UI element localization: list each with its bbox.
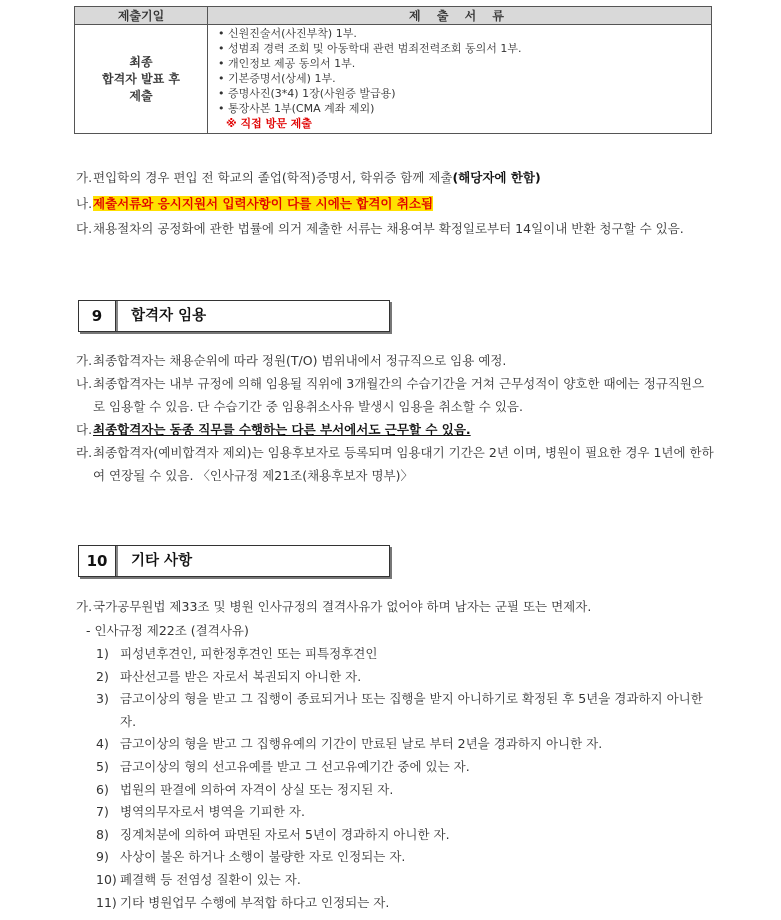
list-marker: 9) [96,849,109,865]
list-item [96,756,716,779]
timing-line: 합격자 발표 후 [102,71,180,86]
list-text: 피성년후견인, 피한정후견인 또는 피특정후견인 [120,646,378,661]
timing-line: 제출 [129,88,153,103]
list-marker: 4) [96,736,109,752]
list-marker: 5) [96,758,109,774]
note-na-highlight: 제출서류와 응시지원서 입력사항이 다를 시에는 합격이 취소됨 [93,196,434,211]
item-text: 최종합격자는 내부 규정에 의해 임용될 직위에 3개월간의 수습기간을 거쳐 근무성적이 양호한 때에는 정규직원으로 임용할 수 있음. 단 수습기간 중 임용취소사유 발생시 임용을 취소할 수 있음. [93,376,705,414]
section-10-header [78,545,390,577]
section-10-intro [76,596,716,618]
list-marker: 11) [96,894,117,910]
submission-timing-cell [75,25,208,134]
item-text: 최종합격자(예비합격자 제외)는 임용후보자로 등록되며 임용대기 기간은 2년 이며, 병원이 필요한 경우 1년에 한하여 연장될 수 있음. 〈인사규정 제21조(채용후보자 명부)〉 [93,445,714,483]
list-marker: 3) [96,691,109,707]
list-text: 파산선고를 받은 자로서 복권되지 아니한 자. [120,668,362,684]
item-marker: 가. [76,599,93,614]
list-item [96,733,716,756]
document-item: • 개인정보 제공 동의서 1부. [218,57,356,70]
note-na [76,193,716,215]
item-marker: 나. [76,376,93,391]
item-text-underlined: 최종합격자는 동종 직무를 수행하는 다른 부서에서도 근무할 수 있음. [93,422,471,437]
section-title: 기타 사항 [131,553,193,569]
header-submission-date: 제출기일 [75,7,208,25]
item-marker: 다. [76,422,93,437]
list-marker: 2) [96,668,109,684]
intro-item [76,596,716,618]
list-marker: 10) [96,871,117,887]
note-marker: 다. [76,221,93,236]
list-item [96,801,716,824]
document-item: • 신원진술서(사진부착) 1부. [218,27,357,40]
note-ga [76,167,716,189]
document-item: • 성범죄 경력 조회 및 아동학대 관련 범죄전력조회 동의서 1부. [218,42,522,55]
document-item: • 기본증명서(상세) 1부. [218,72,336,85]
note-ga-bold: (해당자에 한함) [452,170,541,185]
list-text: 폐결핵 등 전염성 질환이 있는 자. [120,871,301,887]
item-marker: 가. [76,353,93,368]
list-marker: 7) [96,804,109,820]
note-ga-text: 편입학의 경우 편입 전 학교의 졸업(학적)증명서, 학위증 함께 제출 [93,170,453,185]
notes-top [76,167,716,240]
list-item [96,779,716,802]
note-marker: 나. [76,196,93,211]
item-na [76,372,716,418]
item-marker: 라. [76,445,93,460]
list-item [96,869,716,892]
section-9-header [78,300,390,332]
document-item: • 증명사진(3*4) 1장(사원증 발급용) [218,87,396,100]
item-da [76,418,716,441]
list-text: 금고이상의 형의 선고유예를 받고 그 선고유예기간 중에 있는 자. [120,758,470,774]
note-da-text: 채용절차의 공정화에 관한 법률에 의거 제출한 서류는 채용여부 확정일로부터 14일이내 반환 청구할 수 있음. [93,221,684,236]
list-item [96,666,716,689]
intro-text: 국가공무원법 제33조 및 병원 인사규정의 결격사유가 없어야 하며 남자는 군필 또는 면제자. [93,599,592,614]
section-9-body [76,349,716,487]
note-da [76,218,716,240]
section-title: 합격자 임용 [131,308,207,324]
list-text: 사상이 불온 하거나 소행이 불량한 자로 인정되는 자. [120,849,406,865]
item-text: 최종합격자는 채용순위에 따라 정원(T/O) 범위내에서 정규직으로 임용 예정. [93,353,507,368]
list-item [96,643,716,666]
header-submission-docs: 제 출 서 류 [208,7,712,25]
list-marker: 6) [96,781,109,797]
sub-heading: - 인사규정 제22조 (결격사유) [86,623,249,638]
section-number: 10 [79,546,116,576]
list-text: 병역의무자로서 병역을 기피한 자. [120,804,305,820]
list-item [96,688,716,733]
list-text: 법원의 판결에 의하여 자격이 상실 또는 정지된 자. [120,781,394,797]
list-text: 금고이상의 형을 받고 그 집행이 종료되거나 또는 집행을 받지 아니하기로 확정된 후 5년을 경과하지 아니한 자. [120,691,703,729]
submission-table [74,6,712,134]
list-text: 징계처분에 의하여 파면된 자로서 5년이 경과하지 아니한 자. [120,826,450,842]
list-marker: 8) [96,826,109,842]
documents-cell [208,25,712,134]
document-item: • 통장사본 1부(CMA 계좌 제외) [218,102,375,115]
note-marker: 가. [76,170,93,185]
timing-line: 최종 [129,54,153,69]
visit-note: ※ 직접 방문 제출 [226,117,312,130]
item-ra [76,441,716,487]
list-item [96,846,716,869]
section-number: 9 [79,301,116,331]
disqualification-list [96,643,716,914]
item-ga [76,349,716,372]
list-item [96,824,716,847]
list-text: 기타 병원업무 수행에 부적합 하다고 인정되는 자. [120,894,390,910]
list-item [96,892,716,915]
list-text: 금고이상의 형을 받고 그 집행유예의 기간이 만료된 날로 부터 2년을 경과하지 아니한 자. [120,736,603,752]
list-marker: 1) [96,646,109,661]
